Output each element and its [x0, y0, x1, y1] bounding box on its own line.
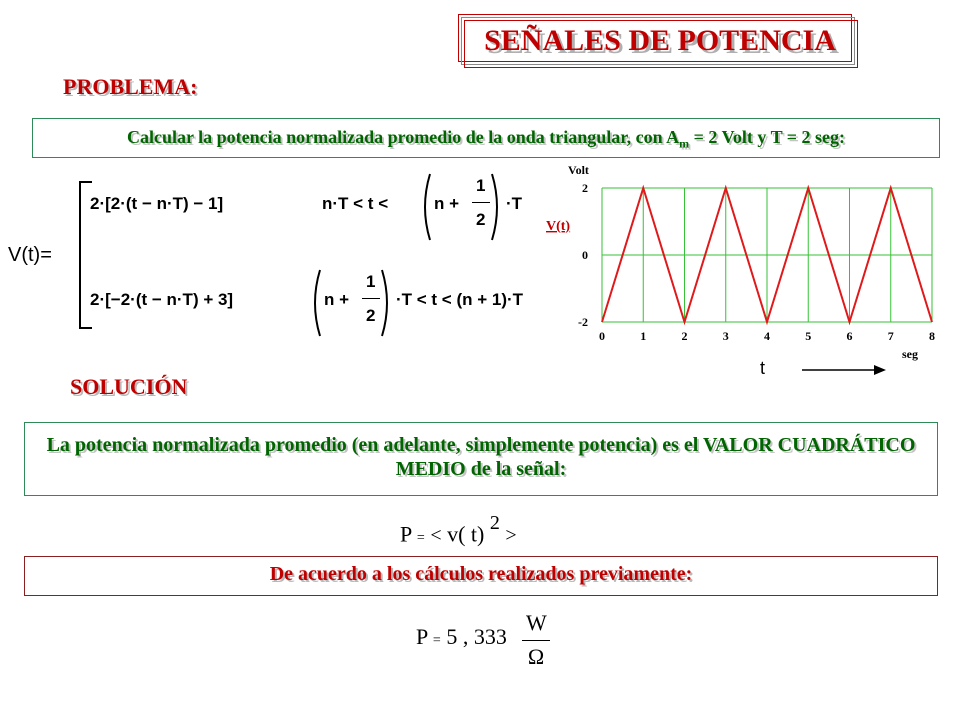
series-label: V(t)	[546, 219, 571, 234]
t-axis-label: t	[760, 358, 766, 378]
row2-frac-num: 1	[366, 272, 376, 291]
y-tick-label: 2	[582, 181, 588, 195]
power-formula	[400, 512, 517, 547]
title-box	[458, 14, 856, 66]
result-equals: =	[432, 633, 441, 648]
x-tick-label: 3	[722, 329, 729, 343]
formula-equals: =	[416, 530, 425, 546]
arrow-right-icon	[800, 362, 890, 378]
problem-box	[32, 118, 940, 158]
x-tick-label: 8	[929, 329, 935, 343]
unit-fraction-line	[522, 640, 550, 641]
row2-left-paren	[308, 268, 322, 338]
result-text: De acuerdo a los cálculos realizados previamente:	[269, 563, 693, 585]
row1-right-paren	[490, 172, 504, 242]
unit-numerator: W	[526, 610, 547, 635]
result-p: P	[416, 624, 428, 649]
formula-expression: v( t)	[447, 521, 485, 547]
x-tick-label: 0	[599, 329, 605, 343]
page-title: SEÑALES DE POTENCIA	[484, 24, 836, 57]
y-tick-label: 0	[582, 248, 588, 262]
solution-text: La potencia normalizada promedio (en adelante, simplemente potencia) es el VALOR CUADRÁTICO MEDIO de la señal:	[46, 434, 916, 480]
x-tick-label: 4	[764, 329, 770, 343]
row1-left-paren	[418, 172, 432, 242]
row2-expression: 2·[−2·(t − n·T) + 3]	[90, 290, 234, 309]
row2-right-paren	[380, 268, 394, 338]
rangle-icon: >	[505, 524, 517, 547]
x-tick-label: 2	[681, 329, 688, 343]
equation-lhs: V(t)=	[8, 244, 52, 266]
row1-n: n +	[434, 194, 460, 213]
langle-icon: <	[430, 524, 442, 547]
y-axis-label: Volt	[568, 163, 589, 177]
problem-statement: Calcular la potencia normalizada promedio de la onda triangular, con $A_m = 2$ Volt y T = 2 seg:	[126, 127, 846, 151]
result-box	[24, 556, 938, 596]
x-tick-label: 6	[846, 329, 853, 343]
row2-frac-line	[362, 298, 380, 299]
row1-expression: 2·[2·(t − n·T) − 1]	[90, 194, 224, 213]
row1-frac-den: 2	[476, 210, 486, 229]
x-tick-label: 5	[805, 329, 812, 343]
solution-box	[24, 422, 938, 496]
unit-denominator: Ω	[527, 644, 545, 669]
triangle-wave-chart	[540, 158, 960, 388]
row1-T: ·T	[506, 194, 523, 213]
formula-p: P	[400, 521, 412, 547]
x-axis-label: seg	[902, 347, 918, 361]
x-tick-label: 7	[887, 329, 894, 343]
solution-heading: SOLUCIÓN	[70, 374, 188, 399]
piecewise-equation	[0, 170, 600, 340]
formula-exponent: 2	[489, 512, 500, 534]
row1-condition: n·T < t <	[322, 194, 389, 213]
problem-heading: PROBLEMA:	[63, 74, 198, 99]
row2-n: n +	[324, 290, 350, 309]
row1-frac-line	[472, 202, 490, 203]
result-value: 5 , 333	[446, 624, 507, 649]
result-formula	[416, 624, 507, 650]
y-tick-label: -2	[578, 315, 588, 329]
row2-frac-den: 2	[366, 306, 376, 325]
row2-condition: ·T < t < (n + 1)·T	[396, 290, 524, 309]
row1-frac-num: 1	[476, 176, 486, 195]
x-tick-label: 1	[640, 329, 647, 343]
